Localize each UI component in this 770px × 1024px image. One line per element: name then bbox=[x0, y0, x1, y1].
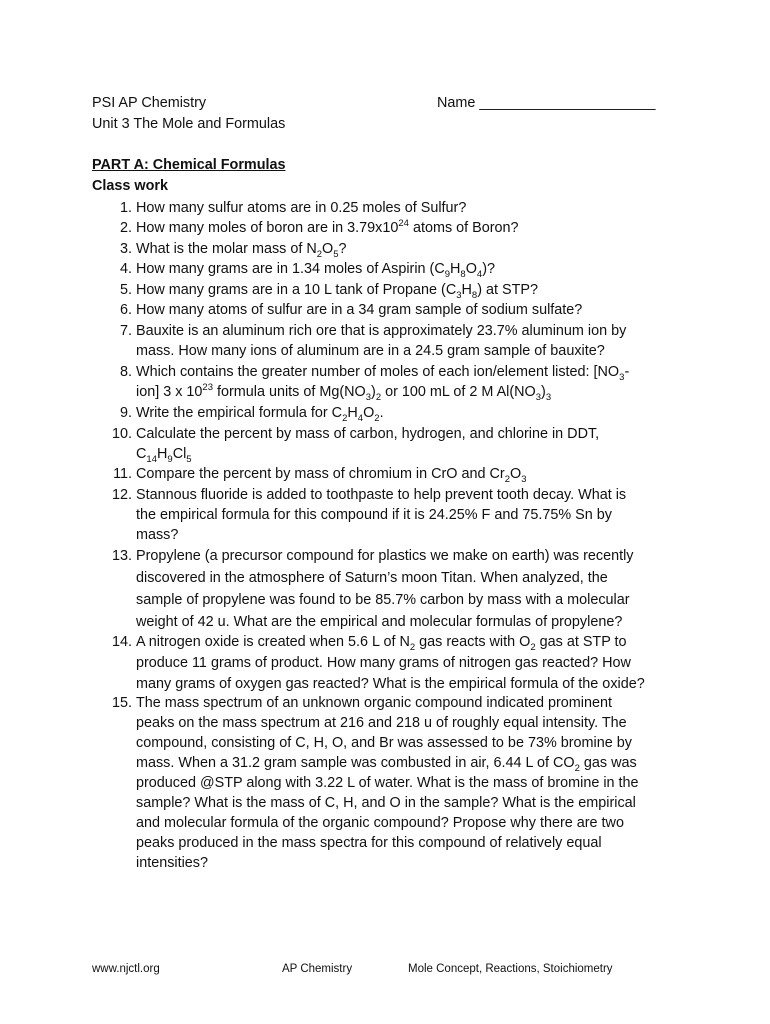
question-number: 2. bbox=[119, 220, 132, 236]
question-text-line: weight of 42 u. What are the empirical and molecular formulas of propylene? bbox=[136, 614, 623, 630]
question-text-line: peaks on the mass spectrum at 216 and 218 u of roughly equal intensity. The bbox=[136, 715, 627, 731]
question-text-line: A nitrogen oxide is created when 5.6 L of $N_2$ gas reacts with $O_2$ gas at STP to bbox=[136, 634, 627, 653]
question-text-line: mass. How many ions of aluminum are in a 24.5 gram sample of bauxite? bbox=[136, 343, 605, 359]
question-text-line: $C_{14}H_9Cl_5$ bbox=[136, 446, 192, 465]
question-text-line: Calculate the percent by mass of carbon, hydrogen, and chlorine in DDT, bbox=[136, 426, 600, 442]
footer-topic: Mole Concept, Reactions, Stoichiometry bbox=[408, 963, 613, 975]
part-title: PART A: Chemical Formulas bbox=[92, 157, 286, 173]
question-text-line: Propylene (a precursor compound for plastics we make on earth) was recently bbox=[136, 548, 634, 564]
question-text-line: produced @STP along with 3.22 L of water. What is the mass of bromine in the bbox=[136, 775, 639, 791]
question-number: 15. bbox=[111, 695, 132, 711]
question-text-line: Which contains the greater number of moles of each ion/element listed: [$NO_3-$ bbox=[136, 364, 630, 383]
question-number: 3. bbox=[119, 241, 132, 257]
question-text-line: What is the molar mass of $N_2O_5$? bbox=[136, 241, 347, 260]
question-text-line: Stannous fluoride is added to toothpaste to help prevent tooth decay. What is bbox=[136, 487, 627, 503]
question-text-line: ion] 3 x $10^{23}$ formula units of $Mg(NO_3)_2$ or 100 mL of 2 M $Al(NO_3)_3$ bbox=[136, 382, 552, 403]
question-number: 10. bbox=[111, 426, 132, 442]
question-text-line: peaks produced in the mass spectra for this compound of relatively equal bbox=[136, 835, 602, 851]
question-text-line: Compare the percent by mass of chromium in CrO and $Cr_2O_3$ bbox=[136, 466, 527, 485]
question-text-line: How many moles of boron are in $3.79x10^{24}$ atoms of Boron? bbox=[136, 218, 519, 236]
question-number: 4. bbox=[119, 261, 132, 277]
footer-website: www.njctl.org bbox=[92, 963, 160, 975]
question-text-line: How many grams are in 1.34 moles of Aspirin $(C_9H_8O_4)$? bbox=[136, 261, 496, 280]
question-text-line: How many sulfur atoms are in 0.25 moles of Sulfur? bbox=[136, 200, 467, 216]
question-text-line: sample of propylene was found to be 85.7% carbon by mass with a molecular bbox=[136, 592, 630, 608]
question-number: 14. bbox=[111, 634, 132, 650]
question-text-line: mass? bbox=[136, 527, 179, 543]
class-work-heading: Class work bbox=[92, 178, 168, 194]
question-number: 13. bbox=[111, 548, 132, 564]
question-number: 6. bbox=[119, 302, 132, 318]
question-number: 8. bbox=[119, 364, 132, 380]
question-number: 1. bbox=[119, 200, 132, 216]
question-text-line: Write the empirical formula for $C_2H_4O_2$. bbox=[136, 405, 384, 424]
question-number: 5. bbox=[119, 282, 132, 298]
question-text-line: compound, consisting of C, H, O, and Br was assessed to be 73% bromine by bbox=[136, 735, 632, 751]
question-text-line: The mass spectrum of an unknown organic compound indicated prominent bbox=[136, 695, 612, 711]
question-text-line: How many atoms of sulfur are in a 34 gram sample of sodium sulfate? bbox=[136, 302, 583, 318]
question-text-line: Bauxite is an aluminum rich ore that is approximately 23.7% aluminum ion by bbox=[136, 323, 627, 339]
question-text-line: sample? What is the mass of C, H, and O in the sample? What is the empirical bbox=[136, 795, 636, 811]
question-text-line: the empirical formula for this compound if it is 24.25% F and 75.75% Sn by bbox=[136, 507, 612, 523]
unit-title: Unit 3 The Mole and Formulas bbox=[92, 116, 286, 132]
question-number: 9. bbox=[119, 405, 132, 421]
name-field-label: Name ______________________ bbox=[437, 95, 656, 111]
question-number: 11. bbox=[113, 466, 132, 482]
course-title: PSI AP Chemistry bbox=[92, 95, 207, 111]
footer-course: AP Chemistry bbox=[282, 963, 353, 975]
question-text-line: discovered in the atmosphere of Saturn’s moon Titan. When analyzed, the bbox=[136, 570, 608, 586]
question-text-line: produce 11 grams of product. How many grams of nitrogen gas reacted? How bbox=[136, 655, 631, 671]
question-text-line: and molecular formula of the organic compound? Propose why there are two bbox=[136, 815, 624, 831]
question-number: 12. bbox=[111, 487, 132, 503]
question-number: 7. bbox=[119, 323, 132, 339]
question-text-line: many grams of oxygen gas reacted? What is the empirical formula of the oxide? bbox=[136, 676, 645, 692]
question-text-line: How many grams are in a 10 L tank of Propane $(C_3H_8)$ at STP? bbox=[136, 282, 538, 301]
question-text-line: intensities? bbox=[136, 855, 208, 871]
question-text-line: mass. When a 31.2 gram sample was combusted in air, 6.44 L of $CO_2$ gas was bbox=[136, 755, 637, 774]
